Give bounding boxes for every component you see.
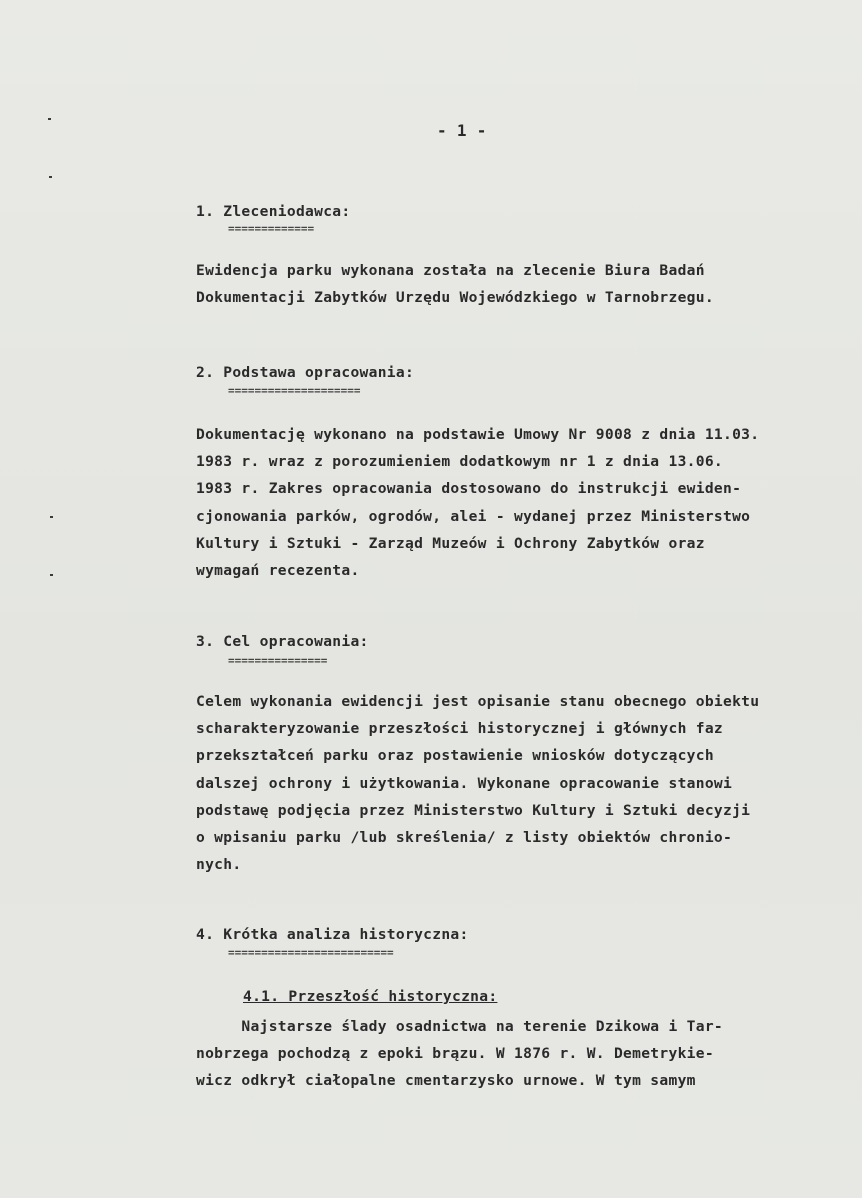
section-body-4: Najstarsze ślady osadnictwa na terenie Dzikowa i Tar- nobrzega pochodzą z epoki brązu. W 1876 r. W. Demetrykie- wicz odkrył ciałopalne cmentarzysko urnowe. W tym samym [196,1018,723,1090]
page-number: - 1 - [437,121,487,140]
section-heading-3: 3. Cel opracowania: [196,633,369,650]
section-heading-2: 2. Podstawa opracowania: [196,364,415,381]
section-body-3: Celem wykonania ewidencji jest opisanie stanu obecnego obiektu scharakteryzowanie przeszłości historycznej i głównych faz przekształceń parku oraz postawienie wniosków dotyczących dalszej ochrony i użytkowania. Wykonane opracowanie stanowi podstawę podjęcia przez Ministerstwo Kultury i Sztuki decyzji o wpisaniu parku /lub skreślenia/ z listy obiektów chronio- nych. [196,693,760,874]
section-body-2: Dokumentację wykonano na podstawie Umowy Nr 9008 z dnia 11.03. 1983 r. wraz z porozumieniem dodatkowym nr 1 z dnia 13.06. 1983 r. Zakres opracowania dostosowano do instrukcji ewiden- cjonowania parków, ogrodów, alei - wydanej przez Ministerstwo Kultury i Sztuki - Zarząd Muzeów i Ochrony Zabytków oraz wymagań recezenta. [196,426,760,580]
section-body-1: Ewidencja parku wykonana została na zlecenie Biura Badań Dokumentacji Zabytków Urzędu Wojewódzkiego w Tarnobrzegu. [196,262,714,307]
margin-mark [48,118,51,120]
section-heading-1: 1. Zleceniodawca: [196,203,351,220]
heading-underline-2: ==================== [228,384,361,397]
heading-underline-3: =============== [228,654,328,667]
subsection-heading-4-1: 4.1. Przeszłość historyczna: [243,988,498,1005]
section-heading-4: 4. Krótka analiza historyczna: [196,926,469,943]
heading-underline-4: ========================= [228,946,394,959]
margin-mark [50,574,53,576]
margin-mark [49,176,52,178]
heading-underline-1: ============= [228,222,315,235]
margin-mark [50,516,53,518]
